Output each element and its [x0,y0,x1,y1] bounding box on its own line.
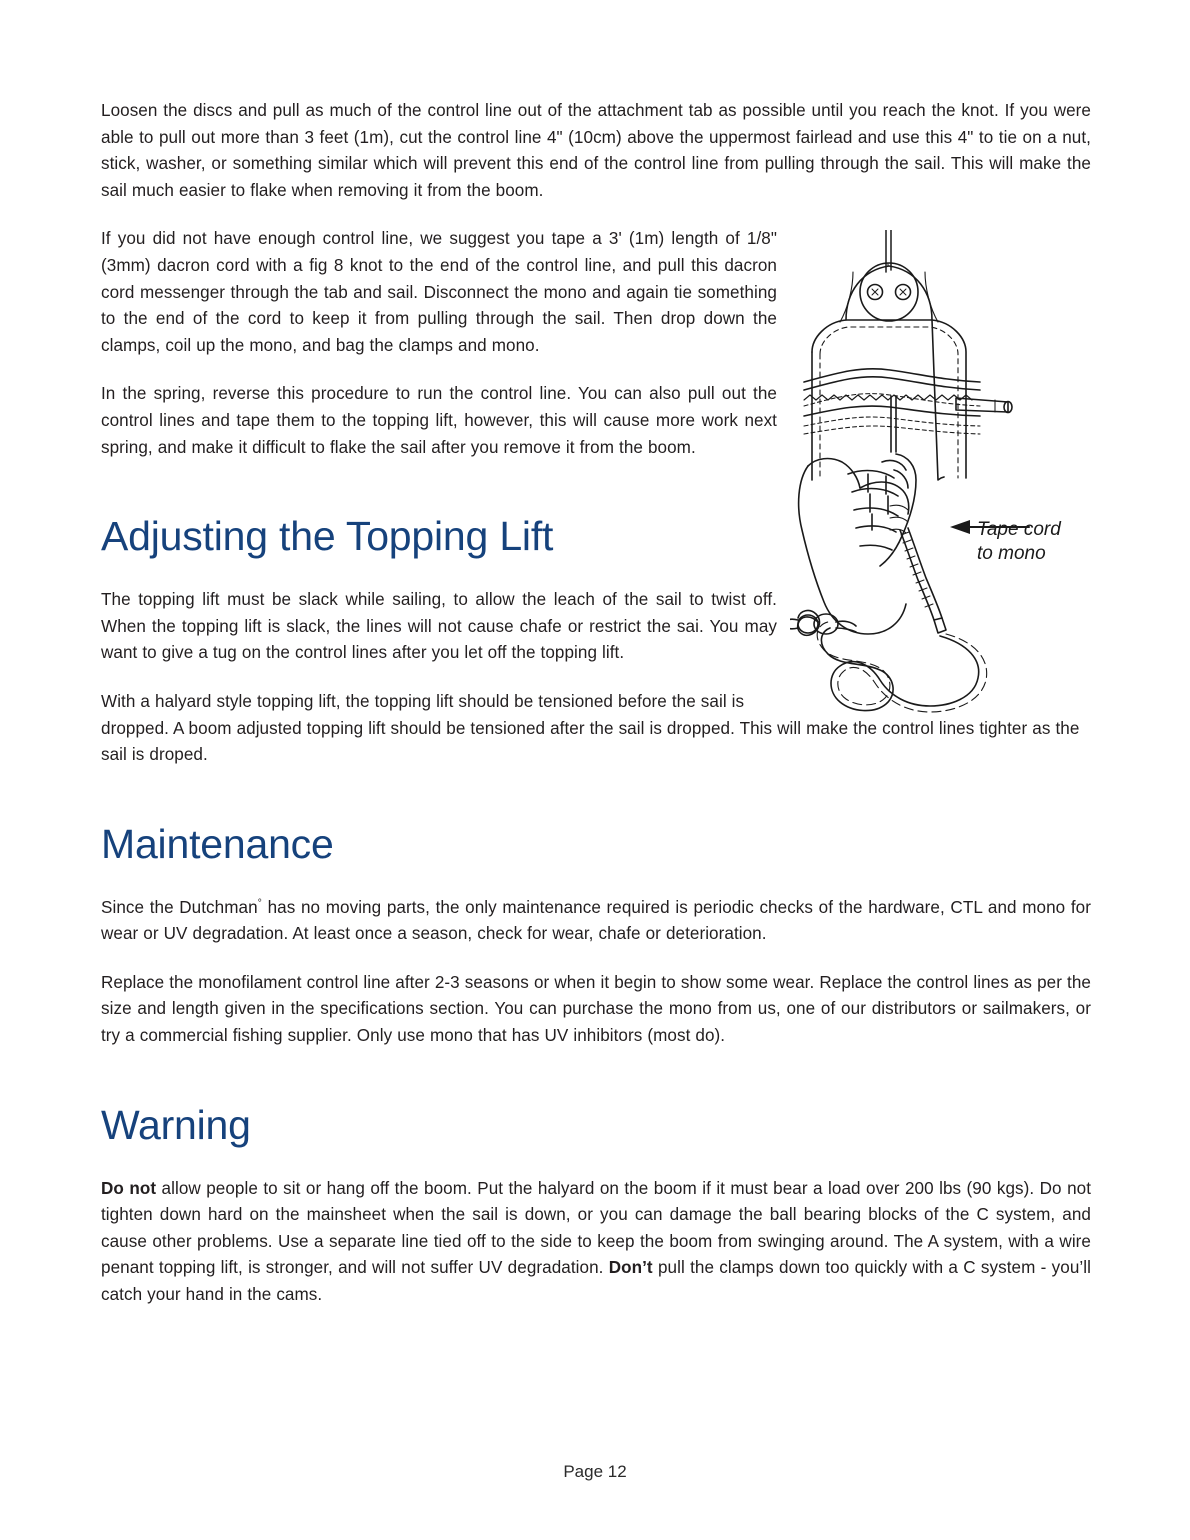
spacer [101,791,1091,821]
spacer [101,1148,1091,1176]
paragraph-halyard-style [101,689,1091,769]
paragraph-not-enough-control-line: If you did not have enough control line, we suggest you tape a 3' (1m) length of 1/8" (3mm) dacron cord with a fig 8 knot to the end of the control line, and pull this dacron cord messenger through the tab and sail. Disconnect the mono and again tie something to the end of the cord to keep it from pulling through the sail. Then drop down the clamps, coil up the mono, and bag the clamps and mono. [101,229,777,355]
page-content [101,98,1091,1331]
caption-line-2: to mono [977,543,1046,564]
heading-maintenance: Maintenance [101,820,334,867]
heading-warning: Warning [101,1101,251,1148]
paragraph-topping-lift-slack: The topping lift must be slack while sailing, to allow the leach of the sail to twist off. When the topping lift is slack, the lines will not cause chafe or restrict the sai. You may want to give a tug on the control lines after you let off the topping lift. [101,590,777,663]
page-number: Page 12 [563,1462,627,1481]
paragraph-halyard-rest: dropped. A boom adjusted topping lift should be tensioned after the sail is dropped. This will make the control lines tighter as the sail is droped. [101,718,1080,765]
warning-emphasis-do-not: Do not [101,1178,157,1198]
paragraph-dutchman-pre: Since the Dutchman [101,897,258,917]
spacer [101,867,1091,895]
paragraph-warning-do-not [101,1176,1091,1309]
spacer [101,483,1091,513]
warning-body-end: pull the clamps down too quickly with a C system - you’ll catch your hand in the cams. [101,1258,1091,1305]
paragraph-dutchman-post: has no moving parts, the only maintenance required is periodic checks of the hardware, CTL and mono for wear or UV degradation. At least once a season, check for wear, chafe or deterioration. [101,897,1091,944]
heading-adjusting-the-topping-lift: Adjusting the Topping Lift [101,513,554,560]
paragraph-dutchman-no-moving-parts [101,895,1091,948]
paragraph-in-the-spring: In the spring, reverse this procedure to run the control line. You can also pull out the control lines and tape them to the topping lift, however, this will cause more work next spring, and make it difficult to flake the sail after you remove it from the boom. [101,384,777,457]
caption-line-1: Tape cord [977,519,1061,540]
paragraph-replace-monofilament: Replace the monofilament control line after 2-3 seasons or when it begin to show some wear. Replace the control lines as per the size and length given in the specifications section. You can purchase the mono from us, one of our distributors or sailmakers, or try a commercial fishing supplier. Only use mono that has UV inhibitors (most do). [101,972,1091,1046]
registered-mark: ° [257,897,262,909]
warning-emphasis-dont: Don’t [608,1258,653,1278]
paragraph-halyard-line-1: With a halyard style topping lift, the topping lift should be tensioned before the sail is [101,691,745,711]
spacer [101,1072,1091,1102]
warning-body-mid: allow people to sit or hang off the boom. Put the halyard on the boom if it must bear a load over 200 lbs (90 kgs). Do not tighten down hard on the mainsheet when the sail is down, or you can damage the ball bearing blocks of the C system, and cause other problems. Use a separate line tied off to the side to keep the boom from swinging around. The A system, with a wire penant topping lift, is stronger, and will not suffer UV degradation. [101,1178,1092,1278]
spacer [101,559,1091,587]
page-footer [0,1462,1190,1482]
paragraph-loosen-discs: Loosen the discs and pull as much of the control line out of the attachment tab as possible until you reach the knot. If you were able to pull out more than 3 feet (1m), cut the control line 4" (10cm) above the uppermost fairlead and use this 4" to tie on a nut, stick, washer, or something similar which will prevent this end of the control line from pulling through the sail. This will make the sail much easier to flake when removing it from the boom. [101,101,1091,200]
